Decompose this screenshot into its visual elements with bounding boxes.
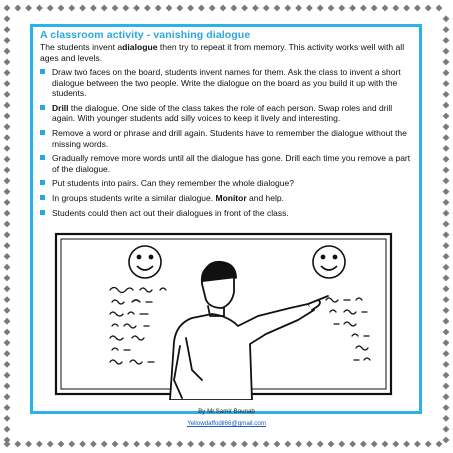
diamond-ornament-icon bbox=[443, 372, 450, 379]
diamond-ornament-icon bbox=[122, 5, 129, 12]
diamond-ornament-icon bbox=[443, 231, 450, 238]
diamond-ornament-icon bbox=[68, 5, 75, 12]
bullet-square-icon bbox=[40, 210, 45, 215]
diamond-ornament-icon bbox=[360, 5, 367, 12]
diamond-ornament-icon bbox=[4, 415, 11, 422]
diamond-ornament-icon bbox=[4, 188, 11, 195]
diamond-ornament-icon bbox=[443, 37, 450, 44]
diamond-ornament-icon bbox=[47, 441, 54, 448]
diamond-ornament-icon bbox=[4, 393, 11, 400]
diamond-ornament-icon bbox=[443, 59, 450, 66]
list-item: Draw two faces on the board, students invent names for them. Ask the class to invent a short dialogue between the two people. Write the dialogue on the board as you build it up with the students. bbox=[40, 67, 412, 99]
diamond-ornament-icon bbox=[382, 441, 389, 448]
diamond-ornament-icon bbox=[443, 26, 450, 33]
diamond-ornament-icon bbox=[4, 264, 11, 271]
diamond-ornament-icon bbox=[220, 5, 227, 12]
diamond-ornament-icon bbox=[443, 91, 450, 98]
diamond-ornament-icon bbox=[47, 5, 54, 12]
list-item: Gradually remove more words until all the dialogue has gone. Drill each time you remove a part of the dialogue. bbox=[40, 153, 412, 174]
diamond-ornament-icon bbox=[4, 59, 11, 66]
diamond-ornament-icon bbox=[122, 441, 129, 448]
diamond-ornament-icon bbox=[155, 5, 162, 12]
diamond-ornament-icon bbox=[371, 5, 378, 12]
diamond-ornament-icon bbox=[274, 441, 281, 448]
diamond-ornament-icon bbox=[4, 80, 11, 87]
diamond-ornament-icon bbox=[443, 296, 450, 303]
diamond-ornament-icon bbox=[436, 441, 443, 448]
diamond-ornament-icon bbox=[371, 441, 378, 448]
diamond-ornament-icon bbox=[4, 113, 11, 120]
diamond-ornament-icon bbox=[25, 5, 32, 12]
diamond-ornament-icon bbox=[112, 441, 119, 448]
diamond-ornament-icon bbox=[425, 441, 432, 448]
diamond-ornament-icon bbox=[443, 426, 450, 433]
diamond-ornament-icon bbox=[4, 134, 11, 141]
diamond-ornament-icon bbox=[306, 5, 313, 12]
diamond-ornament-icon bbox=[4, 199, 11, 206]
diamond-ornament-icon bbox=[4, 231, 11, 238]
diamond-ornament-icon bbox=[443, 80, 450, 87]
instruction-list bbox=[40, 67, 412, 222]
diamond-ornament-icon bbox=[252, 441, 259, 448]
diamond-ornament-icon bbox=[4, 177, 11, 184]
diamond-ornament-icon bbox=[443, 48, 450, 55]
diamond-ornament-icon bbox=[4, 350, 11, 357]
diamond-ornament-icon bbox=[349, 5, 356, 12]
diamond-ornament-icon bbox=[166, 5, 173, 12]
diamond-ornament-icon bbox=[443, 307, 450, 314]
diamond-ornament-icon bbox=[166, 441, 173, 448]
diamond-ornament-icon bbox=[220, 441, 227, 448]
diamond-ornament-icon bbox=[252, 5, 259, 12]
diamond-ornament-icon bbox=[4, 156, 11, 163]
diamond-ornament-icon bbox=[4, 318, 11, 325]
diamond-ornament-icon bbox=[101, 5, 108, 12]
diamond-ornament-icon bbox=[4, 167, 11, 174]
diamond-ornament-icon bbox=[58, 5, 65, 12]
diamond-ornament-icon bbox=[198, 5, 205, 12]
diamond-ornament-icon bbox=[443, 210, 450, 217]
diamond-ornament-icon bbox=[4, 275, 11, 282]
diamond-ornament-icon bbox=[443, 264, 450, 271]
diamond-ornament-icon bbox=[403, 441, 410, 448]
diamond-ornament-icon bbox=[425, 5, 432, 12]
diamond-ornament-icon bbox=[317, 5, 324, 12]
diamond-ornament-icon bbox=[133, 441, 140, 448]
diamond-ornament-icon bbox=[112, 5, 119, 12]
diamond-ornament-icon bbox=[14, 5, 21, 12]
list-item: Drill the dialogue. One side of the class takes the role of each person. Swap roles and drill again. With younger students add silly voices to keep it lively and interesting. bbox=[40, 103, 412, 124]
diamond-ornament-icon bbox=[392, 5, 399, 12]
diamond-ornament-icon bbox=[14, 441, 21, 448]
diamond-ornament-icon bbox=[317, 441, 324, 448]
page-title: A classroom activity - vanishing dialogue bbox=[40, 29, 251, 41]
diamond-ornament-icon bbox=[382, 5, 389, 12]
diamond-ornament-icon bbox=[328, 441, 335, 448]
diamond-ornament-icon bbox=[349, 441, 356, 448]
diamond-ornament-icon bbox=[4, 15, 11, 22]
diamond-ornament-icon bbox=[4, 91, 11, 98]
diamond-ornament-icon bbox=[443, 69, 450, 76]
list-item: Students could then act out their dialogues in front of the class. bbox=[40, 208, 412, 219]
diamond-ornament-icon bbox=[443, 188, 450, 195]
diamond-ornament-icon bbox=[443, 123, 450, 130]
diamond-ornament-icon bbox=[230, 5, 237, 12]
diamond-ornament-icon bbox=[443, 167, 450, 174]
diamond-ornament-icon bbox=[4, 26, 11, 33]
diamond-ornament-icon bbox=[4, 5, 11, 12]
diamond-ornament-icon bbox=[443, 383, 450, 390]
diamond-ornament-icon bbox=[144, 441, 151, 448]
diamond-ornament-icon bbox=[4, 426, 11, 433]
diamond-ornament-icon bbox=[58, 441, 65, 448]
intro-paragraph: The students invent adialogue then try to repeat it from memory. This activity works well with all ages and levels. bbox=[40, 42, 405, 63]
diamond-ornament-icon bbox=[68, 441, 75, 448]
diamond-ornament-icon bbox=[198, 441, 205, 448]
diamond-ornament-icon bbox=[443, 318, 450, 325]
diamond-ornament-icon bbox=[4, 37, 11, 44]
page bbox=[22, 16, 431, 437]
diamond-ornament-icon bbox=[4, 253, 11, 260]
diamond-ornament-icon bbox=[443, 199, 450, 206]
diamond-ornament-icon bbox=[443, 361, 450, 368]
diamond-ornament-icon bbox=[4, 404, 11, 411]
diamond-ornament-icon bbox=[133, 5, 140, 12]
diamond-ornament-icon bbox=[4, 307, 11, 314]
diamond-ornament-icon bbox=[79, 5, 86, 12]
diamond-ornament-icon bbox=[263, 441, 270, 448]
diamond-ornament-icon bbox=[241, 5, 248, 12]
diamond-ornament-icon bbox=[443, 275, 450, 282]
bullet-square-icon bbox=[40, 130, 45, 135]
diamond-ornament-icon bbox=[443, 145, 450, 152]
list-item: Put students into pairs. Can they remember the whole dialogue? bbox=[40, 178, 412, 189]
diamond-ornament-icon bbox=[241, 441, 248, 448]
diamond-ornament-icon bbox=[443, 242, 450, 249]
diamond-ornament-icon bbox=[176, 441, 183, 448]
diamond-ornament-icon bbox=[295, 441, 302, 448]
diamond-ornament-icon bbox=[209, 441, 216, 448]
diamond-ornament-icon bbox=[443, 393, 450, 400]
author-email-link[interactable]: Yellowdaffodil66@gmail.com bbox=[187, 420, 266, 427]
diamond-ornament-icon bbox=[36, 441, 43, 448]
diamond-ornament-icon bbox=[4, 437, 11, 444]
bullet-square-icon bbox=[40, 195, 45, 200]
diamond-ornament-icon bbox=[176, 5, 183, 12]
diamond-ornament-icon bbox=[209, 5, 216, 12]
diamond-ornament-icon bbox=[360, 441, 367, 448]
author-credit: By Mr.Samir Bounab bbox=[198, 408, 255, 415]
diamond-ornament-icon bbox=[155, 441, 162, 448]
diamond-ornament-icon bbox=[443, 102, 450, 109]
diamond-ornament-icon bbox=[4, 285, 11, 292]
diamond-ornament-icon bbox=[4, 383, 11, 390]
diamond-ornament-icon bbox=[284, 5, 291, 12]
diamond-ornament-icon bbox=[436, 5, 443, 12]
diamond-ornament-icon bbox=[443, 221, 450, 228]
diamond-ornament-icon bbox=[306, 441, 313, 448]
diamond-ornament-icon bbox=[274, 5, 281, 12]
diamond-ornament-icon bbox=[443, 329, 450, 336]
bullet-square-icon bbox=[40, 105, 45, 110]
diamond-ornament-icon bbox=[187, 441, 194, 448]
diamond-ornament-icon bbox=[4, 329, 11, 336]
diamond-ornament-icon bbox=[4, 372, 11, 379]
diamond-ornament-icon bbox=[4, 361, 11, 368]
diamond-ornament-icon bbox=[263, 5, 270, 12]
list-item: In groups students write a similar dialogue. Monitor and help. bbox=[40, 193, 412, 204]
diamond-ornament-icon bbox=[414, 441, 421, 448]
diamond-ornament-icon bbox=[414, 5, 421, 12]
diamond-ornament-icon bbox=[392, 441, 399, 448]
diamond-ornament-icon bbox=[403, 5, 410, 12]
bullet-square-icon bbox=[40, 69, 45, 74]
bullet-square-icon bbox=[40, 155, 45, 160]
diamond-ornament-icon bbox=[338, 5, 345, 12]
diamond-ornament-icon bbox=[443, 285, 450, 292]
diamond-ornament-icon bbox=[443, 156, 450, 163]
diamond-ornament-icon bbox=[4, 123, 11, 130]
diamond-ornament-icon bbox=[4, 221, 11, 228]
diamond-ornament-icon bbox=[328, 5, 335, 12]
diamond-ornament-icon bbox=[101, 441, 108, 448]
diamond-ornament-icon bbox=[187, 5, 194, 12]
diamond-ornament-icon bbox=[443, 253, 450, 260]
diamond-ornament-icon bbox=[4, 102, 11, 109]
diamond-ornament-icon bbox=[443, 134, 450, 141]
diamond-ornament-icon bbox=[4, 339, 11, 346]
diamond-ornament-icon bbox=[144, 5, 151, 12]
diamond-ornament-icon bbox=[4, 242, 11, 249]
diamond-ornament-icon bbox=[295, 5, 302, 12]
teacher-at-board-illustration bbox=[52, 230, 397, 400]
diamond-ornament-icon bbox=[4, 145, 11, 152]
diamond-ornament-icon bbox=[90, 441, 97, 448]
bullet-square-icon bbox=[40, 180, 45, 185]
diamond-ornament-icon bbox=[4, 296, 11, 303]
diamond-ornament-icon bbox=[443, 350, 450, 357]
diamond-ornament-icon bbox=[230, 441, 237, 448]
diamond-ornament-icon bbox=[443, 415, 450, 422]
diamond-ornament-icon bbox=[338, 441, 345, 448]
diamond-ornament-icon bbox=[284, 441, 291, 448]
diamond-ornament-icon bbox=[443, 404, 450, 411]
diamond-ornament-icon bbox=[4, 210, 11, 217]
diamond-ornament-icon bbox=[443, 437, 450, 444]
diamond-ornament-icon bbox=[4, 48, 11, 55]
diamond-ornament-icon bbox=[443, 177, 450, 184]
diamond-ornament-icon bbox=[443, 15, 450, 22]
diamond-ornament-icon bbox=[443, 113, 450, 120]
diamond-ornament-icon bbox=[4, 69, 11, 76]
diamond-ornament-icon bbox=[443, 339, 450, 346]
diamond-ornament-icon bbox=[36, 5, 43, 12]
list-item: Remove a word or phrase and drill again. Students have to remember the dialogue without the missing words. bbox=[40, 128, 412, 149]
diamond-ornament-icon bbox=[25, 441, 32, 448]
diamond-ornament-icon bbox=[79, 441, 86, 448]
diamond-ornament-icon bbox=[90, 5, 97, 12]
